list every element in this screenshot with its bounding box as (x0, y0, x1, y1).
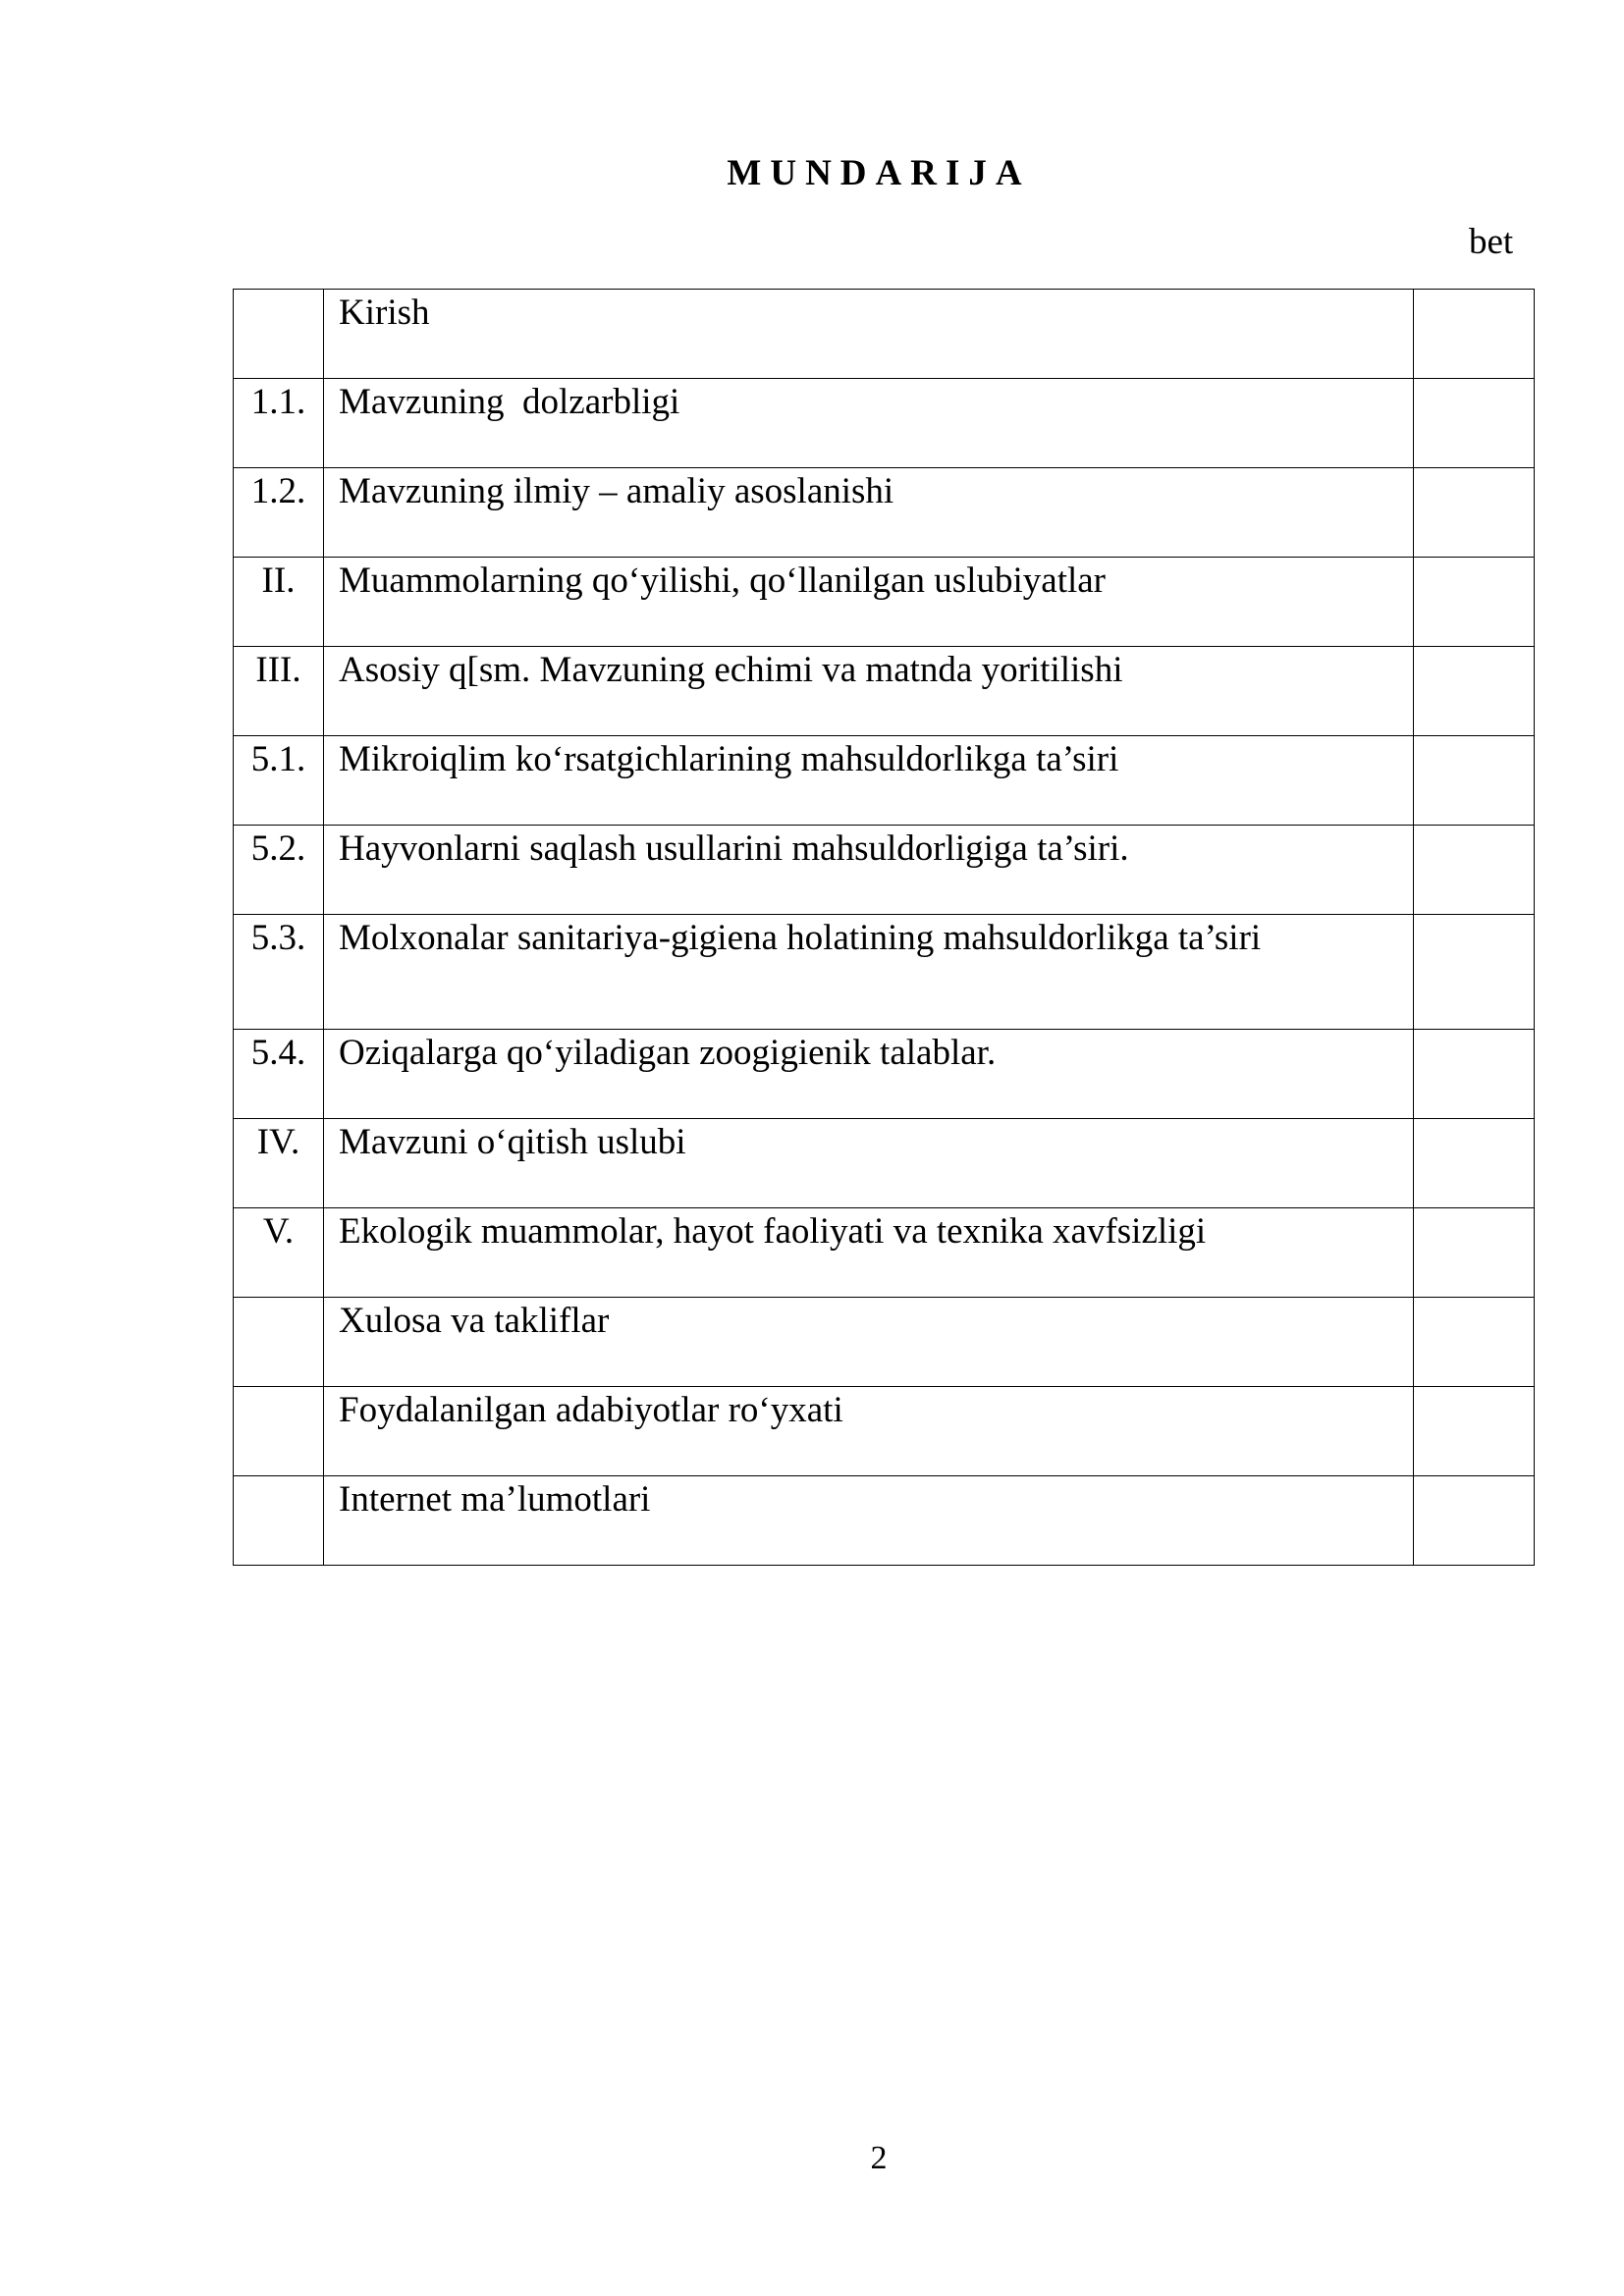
toc-row (234, 290, 1535, 379)
toc-row (234, 1119, 1535, 1208)
toc-number (234, 1476, 324, 1566)
toc-title: Xulosa va takliflar (324, 1298, 1414, 1387)
toc-number: 5.1. (234, 736, 324, 826)
toc-title: Ekologik muammolar, hayot faoliyati va texnika xavfsizligi (324, 1208, 1414, 1298)
toc-number (234, 1298, 324, 1387)
page-number: 2 (870, 2140, 888, 2176)
toc-number (234, 1387, 324, 1476)
toc-row (234, 1387, 1535, 1476)
toc-number: 5.2. (234, 826, 324, 915)
page-column-label: bet (1469, 222, 1514, 262)
toc-row (234, 558, 1535, 647)
toc-row (234, 647, 1535, 736)
toc-page (1414, 1476, 1535, 1566)
page-title: MUNDARIJA (727, 153, 1031, 193)
toc-title: Mikroiqlim ko‘rsatgichlarining mahsuldorlikga ta’siri (324, 736, 1414, 826)
toc-number: II. (234, 558, 324, 647)
toc-number: 5.4. (234, 1030, 324, 1119)
toc-page (1414, 915, 1535, 1030)
toc-page (1414, 826, 1535, 915)
toc-page (1414, 1387, 1535, 1476)
toc-title: Oziqalarga qo‘yiladigan zoogigienik talablar. (324, 1030, 1414, 1119)
toc-title: Mavzuning ilmiy – amaliy asoslanishi (324, 468, 1414, 558)
toc-page (1414, 468, 1535, 558)
toc-title: Mavzuni o‘qitish uslubi (324, 1119, 1414, 1208)
toc-page (1414, 1298, 1535, 1387)
toc-title: Muammolarning qo‘yilishi, qo‘llanilgan uslubiyatlar (324, 558, 1414, 647)
toc-row (234, 468, 1535, 558)
toc-number: IV. (234, 1119, 324, 1208)
toc-page (1414, 379, 1535, 468)
toc-title: Asosiy q[sm. Mavzuning echimi va matnda yoritilishi (324, 647, 1414, 736)
toc-row (234, 379, 1535, 468)
toc-title: Kirish (324, 290, 1414, 379)
toc-row (234, 1476, 1535, 1566)
toc-page (1414, 1030, 1535, 1119)
toc-row (234, 736, 1535, 826)
toc-row (234, 1208, 1535, 1298)
toc-number: 1.2. (234, 468, 324, 558)
toc-number: 5.3. (234, 915, 324, 1030)
toc-page (1414, 1208, 1535, 1298)
toc-title: Foydalanilgan adabiyotlar ro‘yxati (324, 1387, 1414, 1476)
toc-page (1414, 290, 1535, 379)
toc-number: V. (234, 1208, 324, 1298)
toc-row (234, 826, 1535, 915)
toc-page (1414, 647, 1535, 736)
toc-title: Hayvonlarni saqlash usullarini mahsuldorligiga ta’siri. (324, 826, 1414, 915)
toc-title: Internet ma’lumotlari (324, 1476, 1414, 1566)
toc-number: III. (234, 647, 324, 736)
toc-page (1414, 1119, 1535, 1208)
toc-number (234, 290, 324, 379)
toc-page (1414, 558, 1535, 647)
toc-title: Mavzuning dolzarbligi (324, 379, 1414, 468)
table-of-contents (233, 289, 1535, 1566)
toc-row (234, 915, 1535, 1030)
toc-page (1414, 736, 1535, 826)
toc-row (234, 1030, 1535, 1119)
toc-title: Molxonalar sanitariya-gigiena holatining mahsuldorlikga ta’siri (324, 915, 1414, 1030)
toc-row (234, 1298, 1535, 1387)
toc-number: 1.1. (234, 379, 324, 468)
